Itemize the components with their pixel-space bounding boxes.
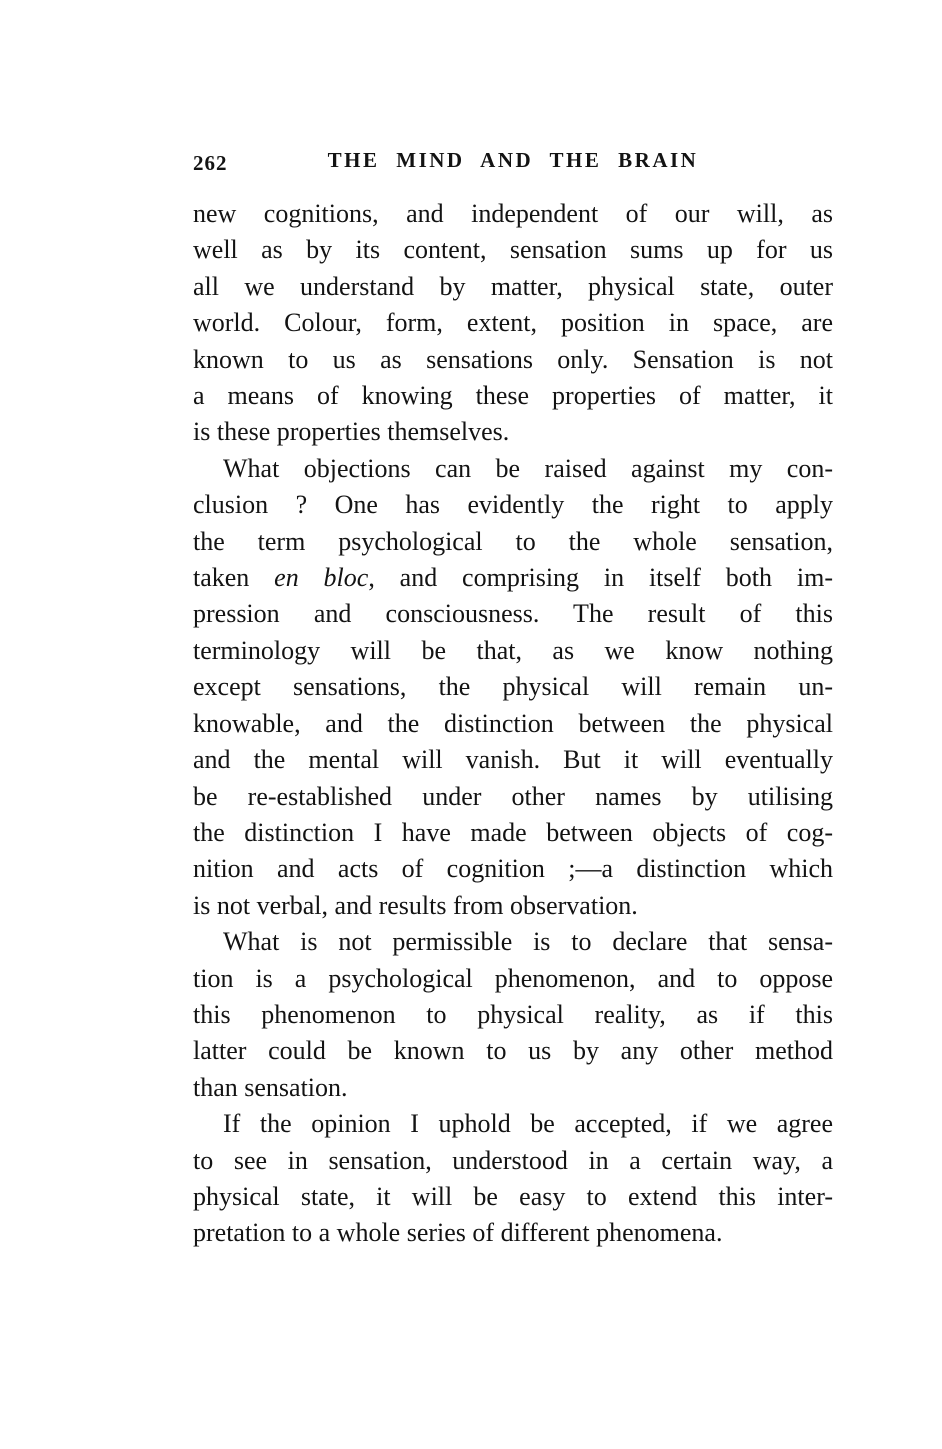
- page-number: 262: [193, 151, 228, 175]
- text-line: [193, 1106, 833, 1142]
- text-line: [193, 378, 833, 414]
- text-line: [193, 961, 833, 997]
- text-segment: , and comprising in itself both im-: [368, 563, 833, 593]
- text-line: [193, 888, 833, 924]
- text-segment: than sensation.: [193, 1072, 348, 1102]
- text-line: [193, 851, 833, 887]
- text-line: [193, 342, 833, 378]
- text-segment: a means of knowing these properties of matter, it: [193, 381, 833, 411]
- text-line: [193, 1215, 833, 1251]
- text-line: [193, 779, 833, 815]
- text-segment: well as by its content, sensation sums up for us: [193, 235, 833, 265]
- text-segment: pretation to a whole series of different phenomena.: [193, 1218, 723, 1248]
- text-line: [193, 815, 833, 851]
- text-segment: What is not permissible is to declare that sensa-: [223, 927, 833, 957]
- text-segment: clusion ? One has evidently the right to apply: [193, 490, 833, 520]
- text-line: [193, 1179, 833, 1215]
- text-line: [193, 742, 833, 778]
- text-segment: If the opinion I uphold be accepted, if we agree: [223, 1109, 833, 1139]
- text-segment: new cognitions, and independent of our will, as: [193, 199, 833, 228]
- text-segment: taken: [193, 563, 275, 593]
- text-line: [193, 196, 833, 232]
- text-line: [193, 1143, 833, 1179]
- text-line: [193, 1070, 833, 1106]
- text-line: [193, 560, 833, 596]
- text-segment: pression and consciousness. The result of this: [193, 599, 833, 629]
- text-segment: tion is a psychological phenomenon, and to oppose: [193, 963, 833, 993]
- text-line: [193, 451, 833, 487]
- text-segment: is these properties themselves.: [193, 417, 510, 447]
- text-segment: the distinction I have made between objects of cog-: [193, 817, 833, 847]
- text-line: [193, 924, 833, 960]
- text-segment: this phenomenon to physical reality, as if this: [193, 999, 833, 1029]
- text-segment: knowable, and the distinction between the physical: [193, 708, 833, 738]
- text-line: [193, 269, 833, 305]
- text-line: [193, 305, 833, 341]
- text-line: [193, 596, 833, 632]
- text-segment: latter could be known to us by any other method: [193, 1036, 833, 1066]
- text-segment: terminology will be that, as we know nothing: [193, 635, 833, 665]
- text-line: [193, 524, 833, 560]
- italic-text: en bloc: [274, 563, 369, 593]
- text-segment: is not verbal, and results from observation.: [193, 890, 638, 920]
- text-line: [193, 1033, 833, 1069]
- text-segment: What objections can be raised against my con-: [223, 453, 833, 483]
- text-segment: world. Colour, form, extent, position in space, are: [193, 308, 833, 338]
- text-segment: to see in sensation, understood in a certain way, a: [193, 1145, 833, 1175]
- running-title: THE MIND AND THE BRAIN: [327, 148, 699, 172]
- running-header: [193, 148, 833, 178]
- text-line: [193, 633, 833, 669]
- text-line: [193, 487, 833, 523]
- text-line: [193, 414, 833, 450]
- page-body: [193, 196, 833, 1252]
- text-segment: known to us as sensations only. Sensation is not: [193, 344, 833, 374]
- text-segment: all we understand by matter, physical state, outer: [193, 271, 833, 301]
- text-segment: physical state, it will be easy to extend this inter-: [193, 1181, 833, 1211]
- text-segment: and the mental will vanish. But it will eventually: [193, 745, 833, 775]
- text-segment: nition and acts of cognition ;—a distinction which: [193, 854, 833, 884]
- text-segment: except sensations, the physical will remain un-: [193, 672, 833, 702]
- text-segment: be re-established under other names by utilising: [193, 781, 833, 811]
- text-segment: the term psychological to the whole sensation,: [193, 526, 833, 556]
- text-line: [193, 706, 833, 742]
- text-line: [193, 232, 833, 268]
- text-line: [193, 997, 833, 1033]
- text-line: [193, 669, 833, 705]
